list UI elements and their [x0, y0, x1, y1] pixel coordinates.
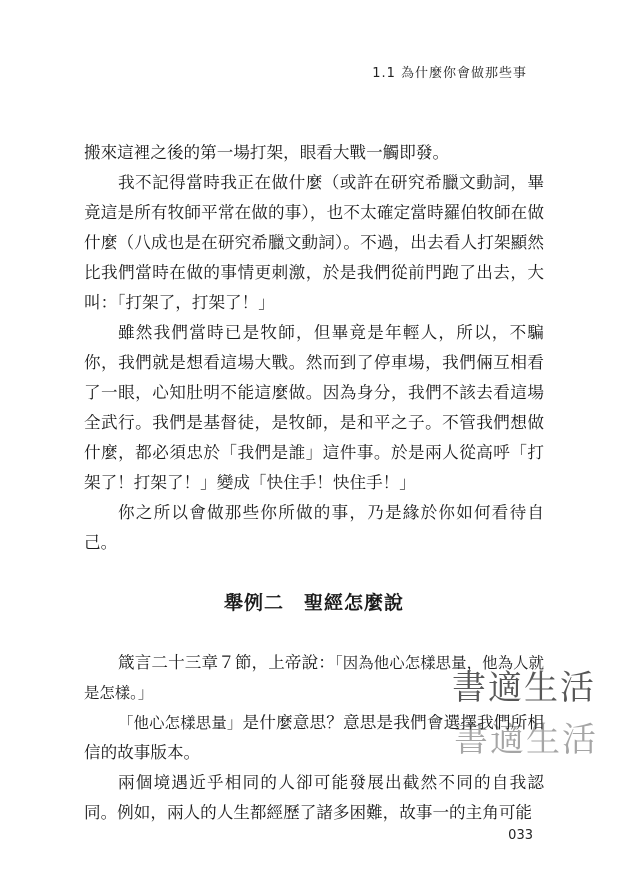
paragraph-3: 雖然我們當時已是牧師，但畢竟是年輕人，所以，不騙你，我們就是想看這場大戰。然而到了停車場，我們倆互相看了一眼，心知肚明不能這麼做。因為身分，我們不該去看這場全武行。我們是基督徒，是牧師，是和平之子。不管我們想做什麼，都必須忠於「我們是誰」這件事。於是兩人從高呼「打架了！打架了！」變成「快住手！快住手！」 — [84, 323, 544, 492]
watermark-logo-shadow: 書適生活 — [454, 720, 598, 760]
paragraph-6 — [84, 708, 544, 768]
paragraph-4: 你之所以會做那些你所做的事，乃是緣於你如何看待自己。 — [84, 503, 544, 552]
paragraph-2: 我不記得當時我正在做什麼（或許在研究希臘文動詞，畢竟這是所有牧師平常在做的事），也不太確定當時羅伯牧師在做什麼（八成也是在研究希臘文動詞）。不過，出去看人打架顯然比我們當時在做的事情更刺激，於是我們從前門跑了出去，大叫：「打架了，打架了！」 — [84, 173, 544, 312]
paragraph-5-lead: 箴言二十三章７節，上帝說： — [118, 653, 335, 672]
running-header: 1.1 為什麼你會做那些事 — [372, 66, 527, 81]
paragraph-1: 搬來這裡之後的第一場打架，眼看大戰一觸即發。 — [84, 143, 450, 162]
section-heading: 舉例二 聖經怎麼說 — [223, 592, 404, 614]
page-body — [84, 138, 544, 828]
scripture-quote: 「因為他心怎樣思量，他為人就是怎樣。」 — [84, 654, 544, 702]
paragraph-7: 兩個境遇近乎相同的人卻可能發展出截然不同的自我認同。例如，兩人的人生都經歷了諸多困難，故事一的主角可能 — [84, 773, 544, 822]
page-number: 033 — [508, 828, 533, 843]
watermark-logo-primary: 書適生活 — [452, 668, 596, 708]
quoted-phrase: 「他心怎樣思量」 — [118, 714, 243, 732]
paragraph-6-rest: 是什麼意思？意思是我們會選擇我們所相信的故事版本。 — [84, 713, 544, 762]
paragraph-5 — [84, 648, 544, 708]
